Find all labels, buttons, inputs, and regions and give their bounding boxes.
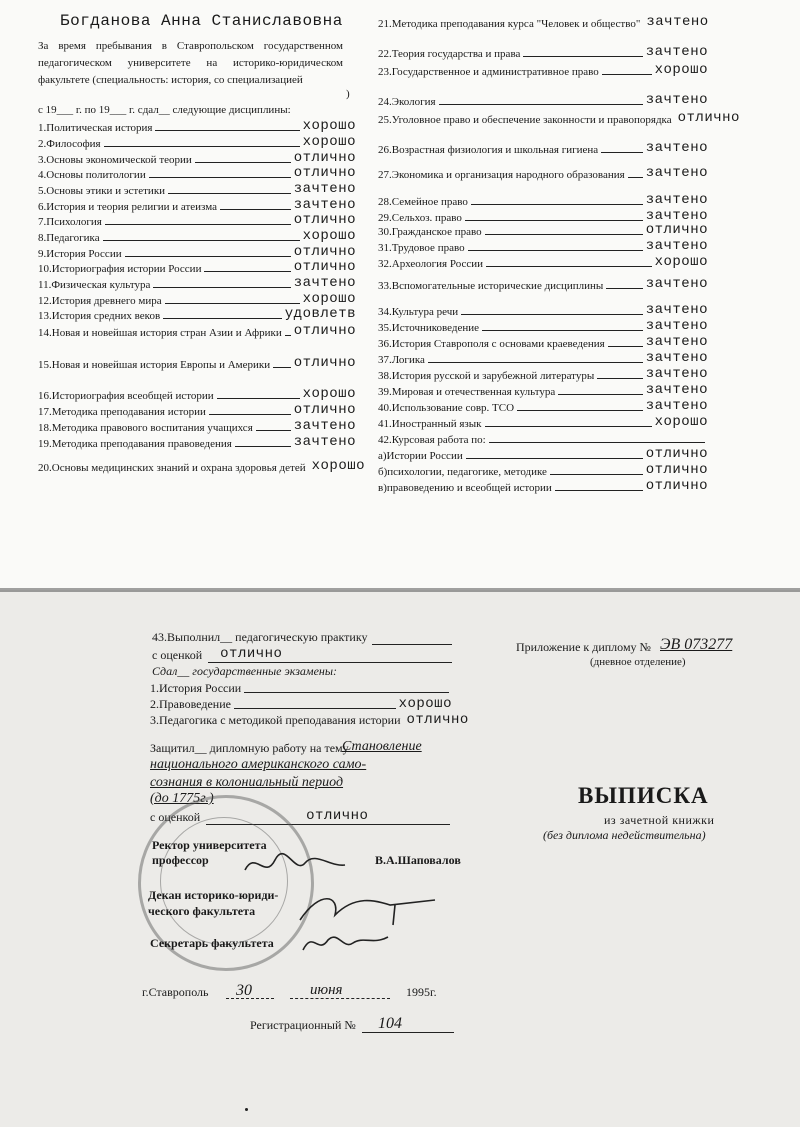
practice-label: 43.Выполнил__ педагогическую практику (152, 630, 368, 644)
thesis-topic-4: (до 1775г.) (150, 791, 214, 806)
subject-row (378, 430, 708, 446)
rector-name: В.А.Шаповалов (375, 853, 461, 867)
subject-label: 17.Методика преподавания истории (38, 406, 206, 418)
subject-row (38, 275, 356, 291)
rector-signature (240, 845, 350, 885)
subject-grade: зачтено (293, 418, 356, 434)
subject-grade: отлично (293, 244, 356, 260)
subject-label: 8.Педагогика (38, 232, 100, 244)
subject-grade: хорошо (302, 118, 356, 134)
subject-grade: зачтено (293, 197, 356, 213)
rector-label: Ректор университета (152, 838, 267, 852)
subject-label: 32.Археология России (378, 258, 484, 270)
subject-row (38, 458, 366, 474)
subject-row (38, 134, 356, 150)
subject-label: 37.Логика (378, 354, 425, 366)
thesis-grade-label: с оценкой (150, 810, 201, 824)
registration-line (362, 1032, 454, 1033)
subject-row (38, 259, 356, 275)
subject-label: 35.Источниковедение (378, 322, 480, 334)
subject-grade: зачтено (645, 165, 708, 181)
subject-grade: зачтено (645, 318, 708, 334)
subject-row (378, 165, 708, 181)
thesis-topic-1: Становление (342, 739, 422, 754)
document-note: (без диплома недействительна) (543, 828, 706, 842)
period-text: с 19___ г. по 19___ г. сдал__ следующие дисциплины: (38, 104, 291, 116)
subject-grade: хорошо (302, 134, 356, 150)
subject-label: 29.Сельхоз. право (378, 212, 462, 224)
subject-grade: отлично (645, 446, 708, 462)
subject-label: 13.История средних веков (38, 310, 161, 322)
practice-grade-line (152, 646, 452, 663)
subject-grade: отлично (293, 355, 356, 371)
subject-row (38, 228, 356, 244)
subject-row (38, 434, 356, 450)
date-year-value: 1995 (406, 985, 430, 999)
appendix-label: Приложение к диплому № (516, 640, 651, 654)
subject-grade: зачтено (645, 334, 708, 350)
subject-label: 30.Гражданское право (378, 226, 482, 238)
subject-grade: зачтено (293, 181, 356, 197)
subject-grade: хорошо (302, 291, 356, 307)
subject-row (38, 118, 356, 134)
document-subtitle: из зачетной книжки (604, 813, 715, 827)
subject-row (378, 318, 708, 334)
subject-label: 34.Культура речи (378, 306, 459, 318)
subject-label: 28.Семейное право (378, 196, 468, 208)
subject-label: 11.Физическая культура (38, 279, 151, 291)
subject-label: б)психологии, педагогике, методике (378, 466, 547, 478)
secretary-label: Секретарь факультета (150, 936, 274, 950)
subject-row (378, 478, 708, 494)
subject-label: 24.Экология (378, 96, 436, 108)
subject-label: 38.История русской и зарубежной литературы (378, 370, 595, 382)
registration-label: Регистрационный № (250, 1018, 356, 1032)
subject-label: 31.Трудовое право (378, 242, 465, 254)
subject-label: 10.Историография истории России (38, 263, 202, 275)
dean-signature (295, 885, 445, 930)
subject-label: 12.История древнего мира (38, 295, 162, 307)
subject-row (38, 197, 356, 213)
subject-grade: зачтено (645, 140, 708, 156)
thesis-topic-2: национального американского само- (150, 757, 367, 772)
subject-label: 19.Методика преподавания правоведения (38, 438, 232, 450)
subject-label: 33.Вспомогательные исторические дисциплины (378, 280, 604, 292)
thesis-label: Защитил__ дипломную работу на тему (150, 741, 349, 755)
subject-label: 15.Новая и новейшая история Европы и Америки (38, 359, 271, 371)
subject-row (378, 276, 708, 292)
subject-label: 23.Государственное и административное право (378, 66, 599, 78)
subject-grade: отлично (645, 222, 708, 238)
subject-label: 16.Историография всеобщей истории (38, 390, 214, 402)
subject-label: 5.Основы этики и эстетики (38, 185, 166, 197)
subject-grade: зачтено (645, 398, 708, 414)
subject-grade: хорошо (302, 228, 356, 244)
subject-grade: отлично (293, 212, 356, 228)
subject-label: 36.История Ставрополя с основами краеведения (378, 338, 605, 350)
subject-label: 26.Возрастная физиология и школьная гигиена (378, 144, 599, 156)
exam-row (150, 712, 469, 728)
subject-row (38, 212, 356, 228)
subject-row (38, 244, 356, 260)
subject-row (378, 414, 708, 430)
secretary-signature (298, 925, 398, 960)
subject-grade: отлично (293, 165, 356, 181)
subject-grade: зачтено (645, 366, 708, 382)
exam-label: 2.Правоведение (150, 697, 231, 711)
student-name: Богданова Анна Станиславовна (60, 12, 343, 30)
practice-grade-label: с оценкой (152, 648, 203, 662)
subject-label: 6.История и теория религии и атеизма (38, 201, 218, 213)
subject-grade: зачтено (645, 276, 708, 292)
subject-row (378, 110, 740, 126)
page-fold-edge (0, 588, 800, 592)
subject-grade: отлично (293, 323, 356, 339)
exam-label: 3.Педагогика с методикой преподавания истории (150, 713, 401, 727)
city-label: г.Ставрополь (142, 985, 209, 999)
subject-row (378, 366, 708, 382)
subject-label: в)правоведению и всеобщей истории (378, 482, 552, 494)
subject-label: 22.Теория государства и права (378, 48, 521, 60)
subject-label: 20.Основы медицинских знаний и охрана здоровья детей (38, 462, 306, 474)
subject-grade: отлично (293, 402, 356, 418)
registration-number: 104 (378, 1015, 402, 1032)
subject-row (378, 446, 708, 462)
speck (245, 1108, 248, 1111)
exams-label: Сдал__ государственные экзамены: (152, 664, 337, 678)
subject-row (378, 92, 708, 108)
subject-row (378, 398, 708, 414)
department-label: (дневное отделение) (590, 656, 686, 668)
date-month: июня (310, 982, 343, 998)
subject-label: 1.Политическая история (38, 122, 153, 134)
date-day-line (226, 998, 274, 999)
exam-label: 1.История России (150, 681, 242, 695)
subject-row (378, 302, 708, 318)
subject-grade: хорошо (302, 386, 356, 402)
subject-label: 9.История России (38, 248, 122, 260)
subject-row (378, 462, 708, 478)
exam-grade: хорошо (398, 696, 452, 712)
subject-grade: хорошо (654, 254, 708, 270)
subject-row (378, 238, 708, 254)
exam-grade: отлично (406, 712, 469, 728)
subject-label: 27.Экономика и организация народного образования (378, 169, 625, 181)
date-month-line (290, 998, 390, 999)
subject-row (38, 355, 356, 371)
subject-grade: зачтено (646, 14, 709, 30)
subject-grade: удовлетв (284, 306, 356, 322)
subject-row (378, 382, 708, 398)
subject-grade: хорошо (654, 62, 708, 78)
subject-label: а)Истории России (378, 450, 463, 462)
subject-label: 14.Новая и новейшая история стран Азии и Африки (38, 327, 282, 339)
intro-close: ) (346, 88, 350, 100)
subject-grade: отлично (677, 110, 740, 126)
subject-row (38, 165, 356, 181)
dean-label: Декан историко-юриди- (148, 888, 279, 902)
subject-row (38, 418, 356, 434)
subject-label: 39.Мировая и отечественная культура (378, 386, 556, 398)
subject-grade: хорошо (311, 458, 366, 474)
subject-grade: зачтено (645, 192, 708, 208)
subject-grade: зачтено (645, 208, 708, 224)
date-year-suffix: г. (430, 985, 437, 999)
subject-row (378, 334, 708, 350)
subject-label: 3.Основы экономической теории (38, 154, 192, 166)
subject-label: 42.Курсовая работа по: (378, 434, 486, 446)
subject-row (378, 140, 708, 156)
subject-grade: зачтено (293, 434, 356, 450)
subject-grade: зачтено (645, 382, 708, 398)
subject-row (38, 402, 356, 418)
subject-row (378, 62, 708, 78)
subject-row (38, 386, 356, 402)
subject-grade: зачтено (645, 44, 708, 60)
rector-title: профессор (152, 853, 209, 867)
practice-line (152, 630, 452, 645)
appendix-number: ЭВ 073277 (660, 636, 733, 653)
subject-row (378, 192, 708, 208)
exam-row (150, 696, 452, 712)
subject-grade: зачтено (645, 238, 708, 254)
subject-label: 18.Методика правового воспитания учащихся (38, 422, 253, 434)
subject-grade: отлично (293, 259, 356, 275)
subject-row (378, 14, 708, 30)
subject-grade: зачтено (645, 350, 708, 366)
subject-grade: отлично (293, 150, 356, 166)
document-title: ВЫПИСКА (578, 783, 709, 808)
subject-grade: зачтено (645, 92, 708, 108)
subject-grade: отлично (645, 462, 708, 478)
subject-label: 7.Психология (38, 216, 102, 228)
dean-label-2: ческого факультета (148, 904, 256, 918)
intro-text: За время пребывания в Ставропольском государственном педагогическом университете на историко-юридическом факультете (специальность: история, со специализацией (38, 40, 343, 86)
subject-row (38, 306, 356, 322)
date-year (406, 985, 437, 1000)
subject-row (378, 222, 708, 238)
practice-grade: отлично (208, 646, 452, 663)
subject-label: 4.Основы политологии (38, 169, 146, 181)
thesis-topic-3: сознания в колониальный период (150, 775, 344, 790)
subject-grade: зачтено (645, 302, 708, 318)
subject-row (38, 323, 356, 339)
subject-row (38, 150, 356, 166)
subject-row (378, 254, 708, 270)
subject-row (38, 181, 356, 197)
subject-row (38, 291, 356, 307)
subject-grade: хорошо (654, 414, 708, 430)
subject-row (378, 44, 708, 60)
subject-label: 41.Иностранный язык (378, 418, 482, 430)
subject-grade: зачтено (293, 275, 356, 291)
exam-row (150, 680, 452, 696)
subject-label: 2.Философия (38, 138, 101, 150)
subject-grade: отлично (645, 478, 708, 494)
thesis-grade: отлично (206, 808, 450, 825)
subject-label: 21.Методика преподавания курса "Человек и общество" (378, 18, 641, 30)
subject-row (378, 350, 708, 366)
subject-label: 25.Уголовное право и обеспечение законности и правопорядка (378, 114, 672, 126)
subject-label: 40.Использование совр. ТСО (378, 402, 515, 414)
date-day: 30 (236, 982, 252, 999)
